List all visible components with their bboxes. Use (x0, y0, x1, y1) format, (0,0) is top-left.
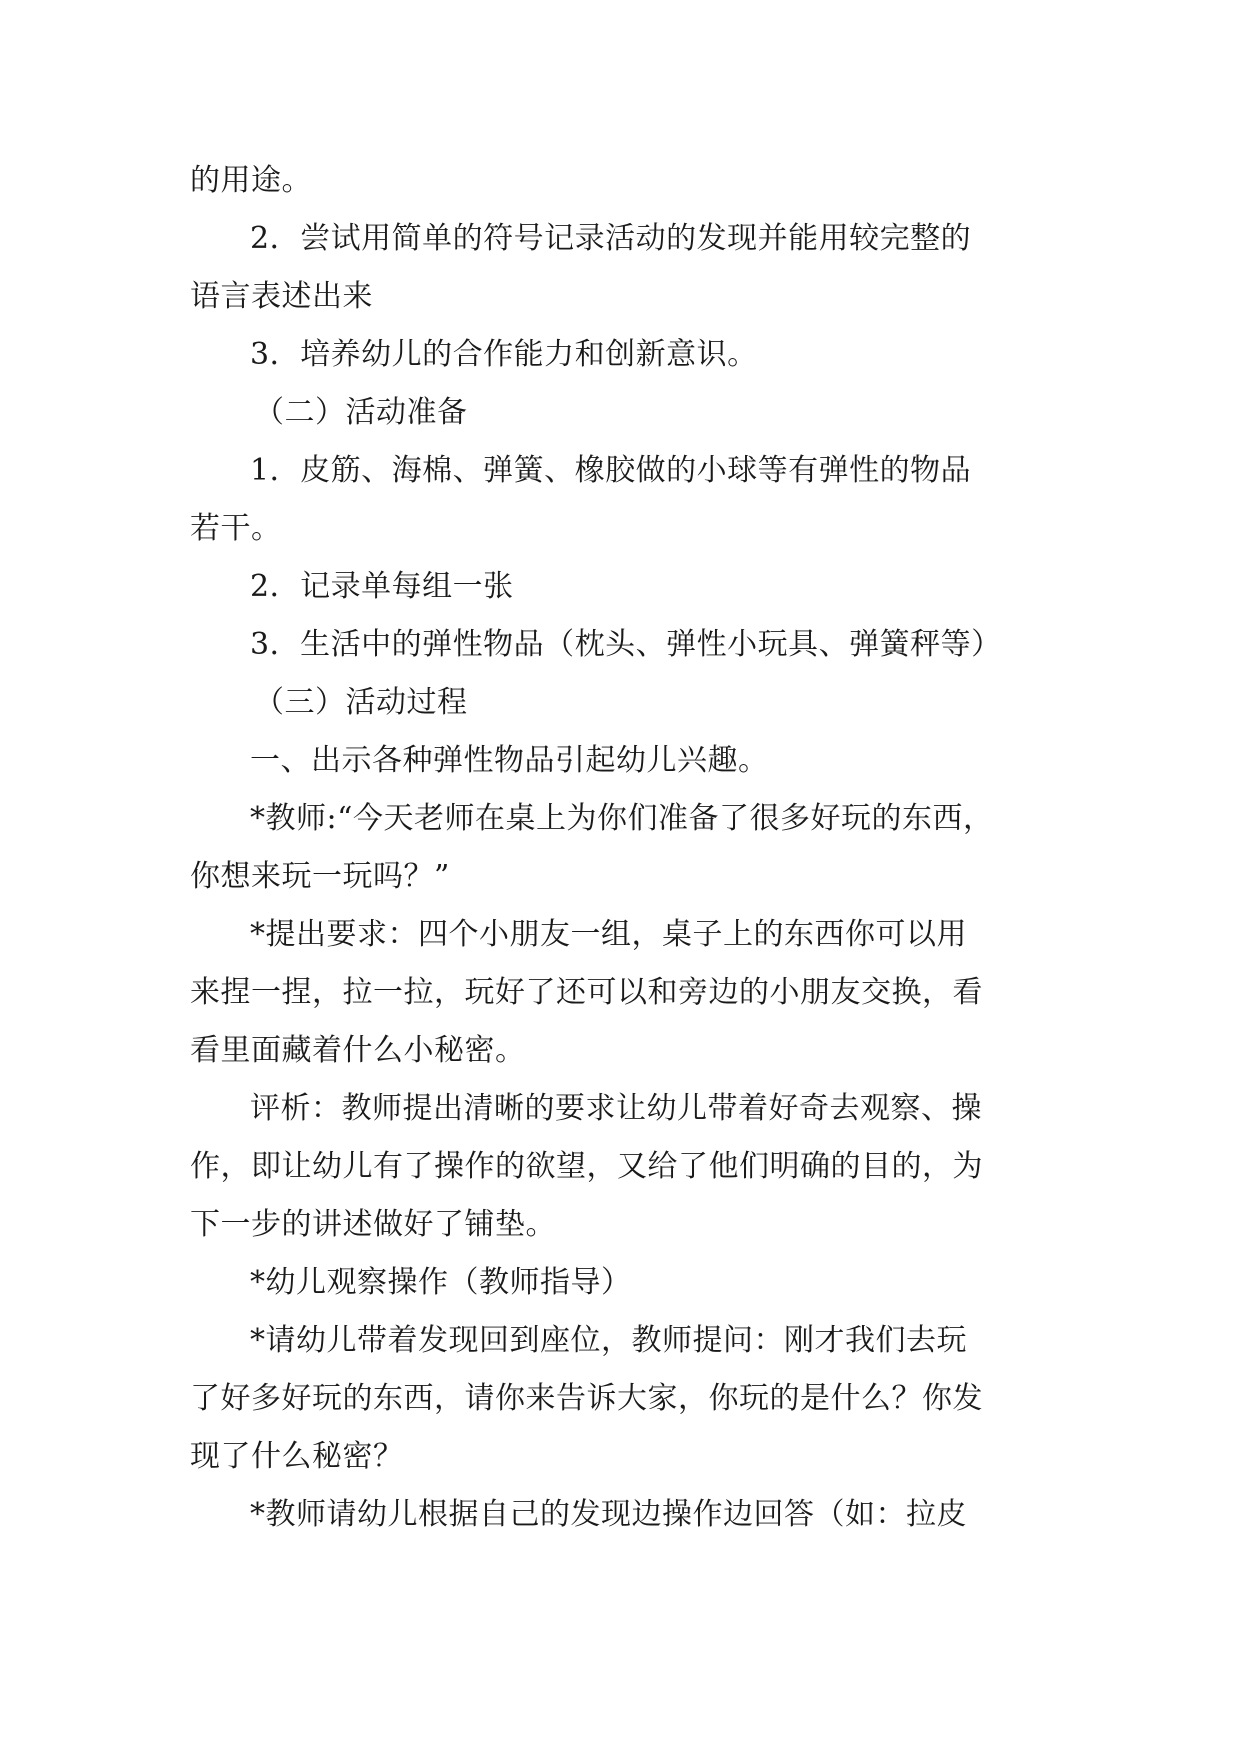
text-line: *教师请幼儿根据自己的发现边操作边回答（如：拉皮 (250, 1497, 967, 1532)
text-line: 你想来玩一玩吗？” (190, 859, 450, 894)
text-line: 看里面藏着什么小秘密。 (190, 1033, 526, 1068)
text-line: 评析：教师提出清晰的要求让幼儿带着好奇去观察、操 (250, 1091, 982, 1126)
text-line: 了好多好玩的东西，请你来告诉大家，你玩的是什么？你发 (190, 1381, 983, 1416)
text-line: 的用途。 (190, 163, 312, 198)
text-line: 来捏一捏，拉一拉，玩好了还可以和旁边的小朋友交换，看 (190, 975, 983, 1010)
text-line: 1．皮筋、海棉、弹簧、橡胶做的小球等有弹性的物品 (250, 453, 972, 488)
text-line: 语言表述出来 (190, 279, 373, 314)
section-heading: （二）活动准备 (254, 395, 468, 430)
text-line: 3．培养幼儿的合作能力和创新意识。 (250, 337, 758, 372)
text-line: 若干。 (190, 511, 282, 546)
document-body (190, 152, 1070, 1544)
text-line: 一、出示各种弹性物品引起幼儿兴趣。 (250, 743, 769, 778)
text-line: 2．记录单每组一张 (250, 569, 514, 604)
text-line: *提出要求：四个小朋友一组，桌子上的东西你可以用 (250, 917, 967, 952)
text-line: 现了什么秘密？ (190, 1439, 404, 1474)
text-line: 作，即让幼儿有了操作的欲望，又给了他们明确的目的，为 (190, 1149, 983, 1184)
text-line: *幼儿观察操作（教师指导） (250, 1265, 632, 1300)
text-line: *教师:“今天老师在桌上为你们准备了很多好玩的东西， (250, 801, 994, 836)
text-line: 下一步的讲述做好了铺垫。 (190, 1207, 556, 1242)
text-line: *请幼儿带着发现回到座位，教师提问：刚才我们去玩 (250, 1323, 967, 1358)
text-line: 2．尝试用简单的符号记录活动的发现并能用较完整的 (250, 221, 972, 256)
text-line: 3．生活中的弹性物品（枕头、弹性小玩具、弹簧秤等） (250, 627, 1002, 662)
section-heading: （三）活动过程 (254, 685, 468, 720)
